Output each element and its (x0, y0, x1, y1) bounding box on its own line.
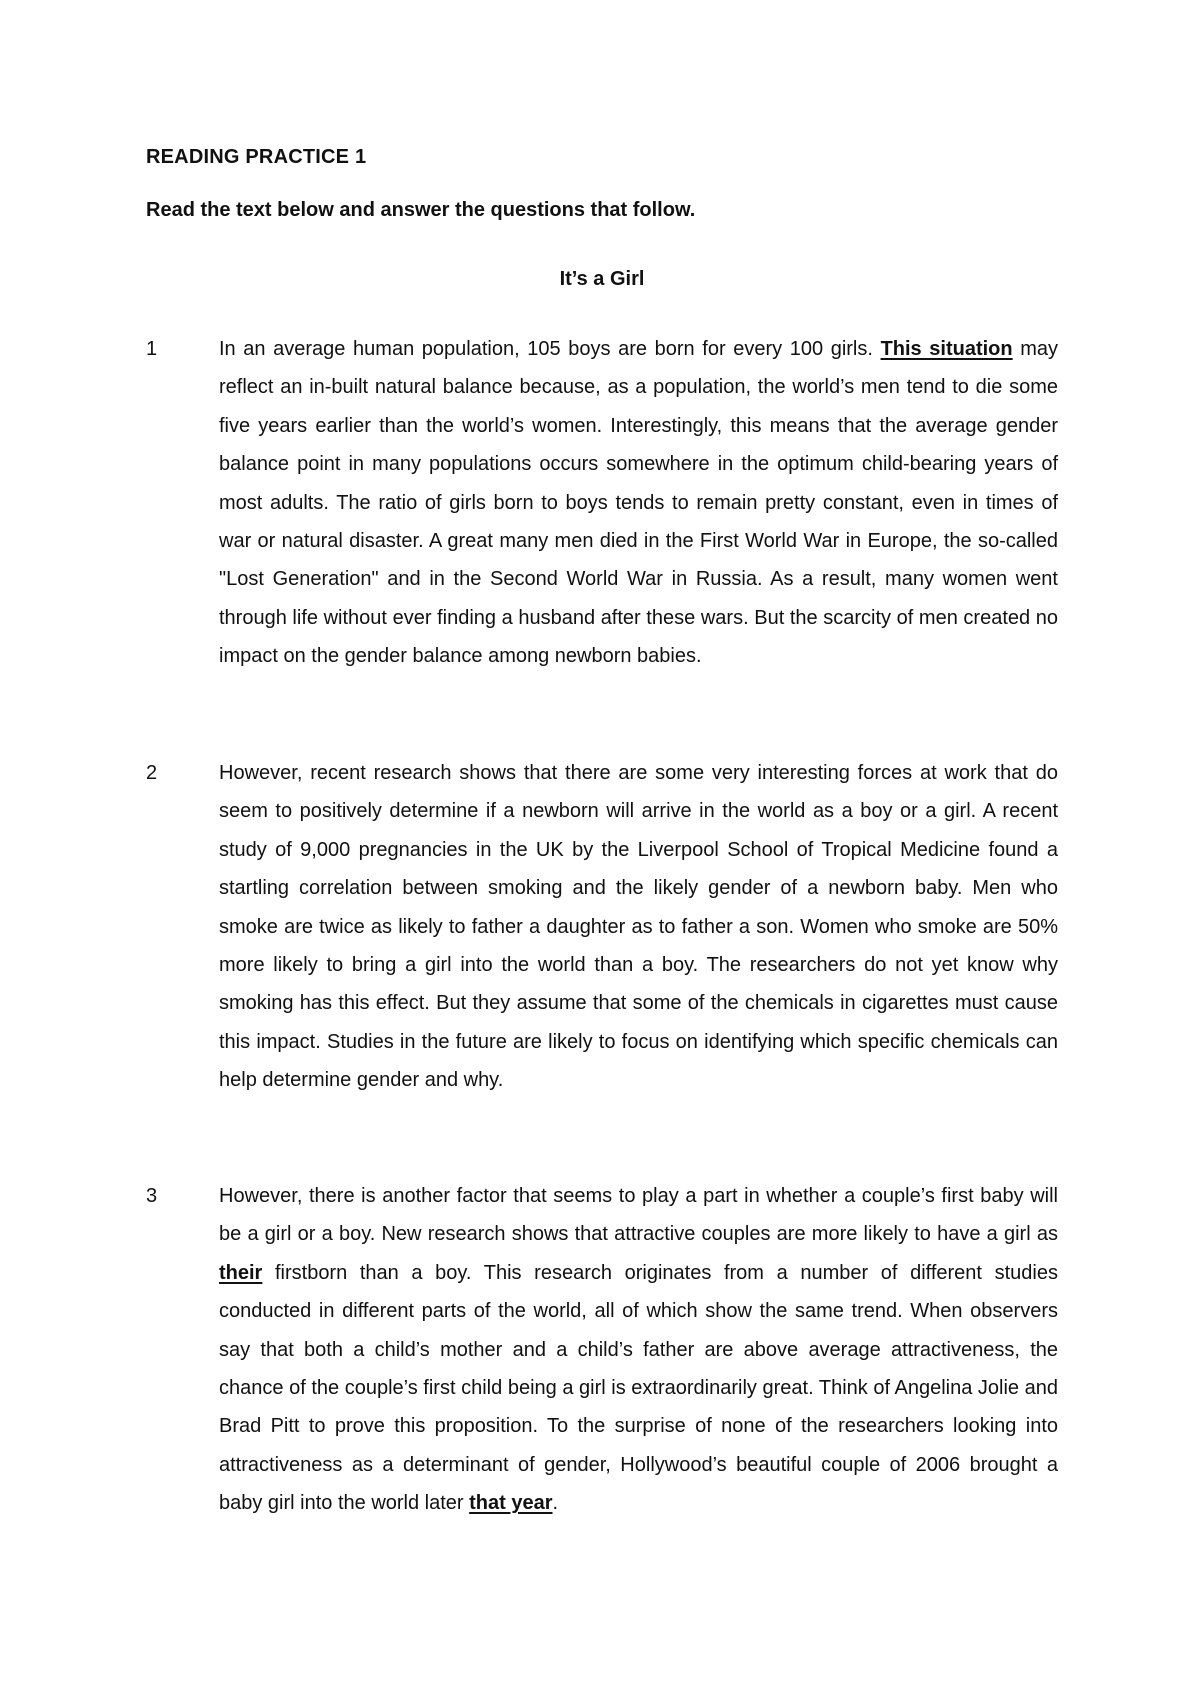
highlighted-phrase-that-year: that year (469, 1492, 553, 1515)
passage-title: It’s a Girl (559, 268, 645, 290)
instruction-text: Read the text below and answer the questions that follow. (146, 199, 696, 221)
highlighted-phrase-this-situation: This situation (880, 338, 1013, 360)
paragraph-text-segment: firstborn than a boy. This research originates from a number of different studies conducted in different parts of the world, all of which show the same trend. When observers say that both a child’s mother and a child’s father are above average attractiveness, the chance of the couple’s first child being a girl is extraordinarily great. Think of Angelina Jolie and Brad Pitt to prove this proposition. To the surprise of none of the researchers looking into attractiveness as a determinant of gender, Hollywood’s beautiful couple of 2006 brought a baby girl into the world later (219, 1261, 1058, 1515)
highlighted-word-their: their (219, 1261, 263, 1284)
paragraph-text (219, 1177, 1058, 1523)
paragraph-text (219, 330, 1058, 676)
page-heading: READING PRACTICE 1 (146, 146, 367, 168)
paragraph-text-segment: In an average human population, 105 boys are born for every 100 girls. (219, 338, 881, 360)
paragraph-2 (146, 754, 1058, 1100)
paragraph-text-segment: may reflect an in-built natural balance because, as a population, the world’s men tend to die some five years earlier than the world’s women. Interestingly, this means that the average gender balance point in many populations occurs somewhere in the optimum child-bearing years of most adults. The ratio of girls born to boys tends to remain pretty constant, even in times of war or natural disaster. A great many men died in the First World War in Europe, the so-called "Lost Generation" and in the Second World War in Russia. As a result, many women went through life without ever finding a husband after these wars. But the scarcity of men created no impact on the gender balance among newborn babies. (219, 338, 1059, 668)
paragraph-text: However, recent research shows that there are some very interesting forces at work that do seem to positively determine if a newborn will arrive in the world as a boy or a girl. A recent study of 9,000 pregnancies in the UK by the Liverpool School of Tropical Medicine found a startling correlation between smoking and the likely gender of a newborn baby. Men who smoke are twice as likely to father a daughter as to father a son. Women who smoke are 50% more likely to bring a girl into the world than a boy. The researchers do not yet know why smoking has this effect. But they assume that some of the chemicals in cigarettes must cause this impact. Studies in the future are likely to focus on identifying which specific chemicals can help determine gender and why. (219, 762, 1058, 1092)
paragraph-1 (146, 330, 1058, 676)
paragraph-number: 2 (146, 762, 158, 784)
paragraph-number: 1 (146, 338, 158, 360)
paragraph-text-segment: . (552, 1492, 559, 1515)
paragraph-3 (146, 1177, 1058, 1523)
paragraph-text-segment: However, there is another factor that seems to play a part in whether a couple’s first baby will be a girl or a boy. New research shows that attractive couples are more likely to have a girl as (219, 1185, 1058, 1246)
paragraph-number: 3 (146, 1185, 158, 1207)
